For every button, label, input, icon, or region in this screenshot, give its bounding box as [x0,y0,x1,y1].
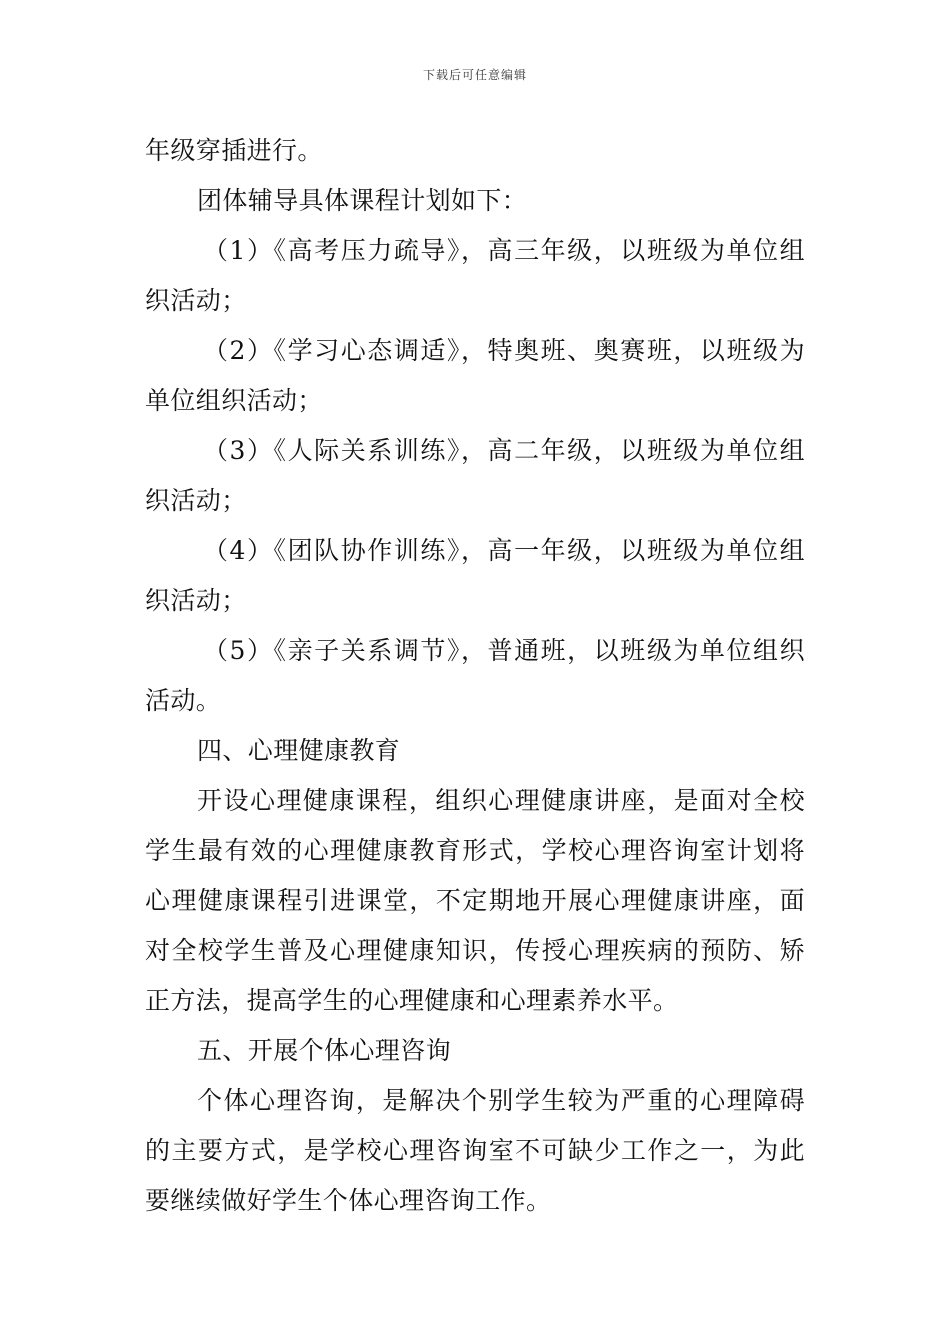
list-item-line: （5）《亲子关系调节》，普通班，以班级为单位组织 [203,636,805,665]
list-item-line: （3）《人际关系训练》，高二年级，以班级为单位组 [203,436,805,465]
text-line: 织活动； [145,586,247,615]
text-line: 正方法，提高学生的心理健康和心理素养水平。 [145,986,679,1015]
text-line: 个体心理咨询，是解决个别学生较为严重的心理障碍 [197,1086,805,1115]
section-heading: 四、心理健康教育 [197,736,401,765]
text-line: 活动。 [145,686,222,715]
text-line: 织活动； [145,286,247,315]
list-item-line: （2）《学习心态调适》，特奥班、奥赛班，以班级为 [203,336,805,365]
text-line: 的主要方式，是学校心理咨询室不可缺少工作之一，为此 [145,1136,805,1165]
text-line: 织活动； [145,486,247,515]
text-line: 团体辅导具体课程计划如下： [197,186,528,215]
section-heading: 五、开展个体心理咨询 [197,1036,452,1065]
list-item-line: （1）《高考压力疏导》，高三年级，以班级为单位组 [203,236,805,265]
header-note: 下载后可任意编辑 [422,68,527,82]
text-line: 心理健康课程引进课堂，不定期地开展心理健康讲座，面 [145,886,805,915]
list-item-line: （4）《团队协作训练》，高一年级，以班级为单位组 [203,536,805,565]
text-line: 对全校学生普及心理健康知识，传授心理疾病的预防、矫 [145,936,805,965]
text-line: 学生最有效的心理健康教育形式，学校心理咨询室计划将 [145,836,805,865]
text-line: 单位组织活动； [145,386,323,415]
text-line: 要继续做好学生个体心理咨询工作。 [145,1186,552,1215]
text-line: 开设心理健康课程，组织心理健康讲座，是面对全校 [197,786,805,815]
body-text [145,126,805,1226]
text-line: 年级穿插进行。 [145,136,323,165]
